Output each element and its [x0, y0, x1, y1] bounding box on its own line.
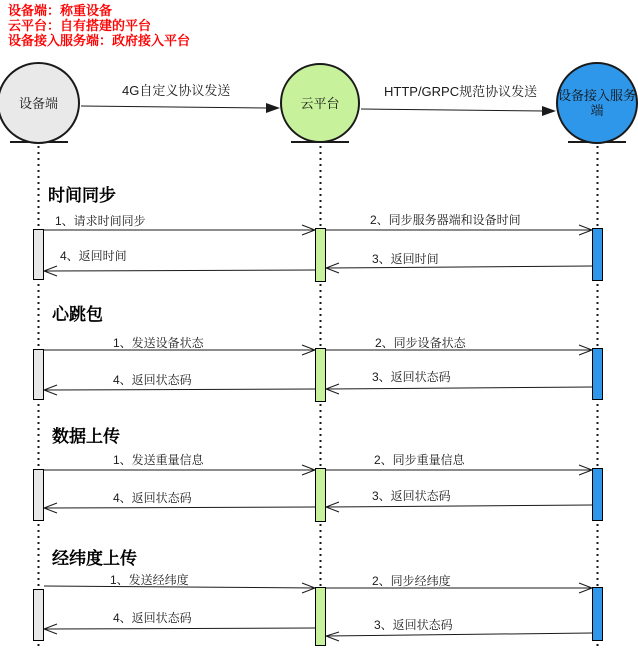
activation-bar-device-s1	[33, 229, 44, 280]
actor-device	[0, 62, 80, 144]
activation-bar-device-s3	[33, 469, 44, 521]
activation-bar-device-s4	[33, 589, 44, 641]
link-label-4g: 4G自定义协议发送	[122, 83, 231, 98]
msg-label-s3-m3: 3、返回状态码	[372, 489, 451, 503]
actor-cloud-label: 云平台	[300, 95, 340, 111]
activation-bar-service-s3	[592, 468, 603, 521]
activation-bar-service-s2	[592, 348, 603, 400]
section-title-heartbeat: 心跳包	[52, 305, 103, 324]
link-arrowhead-cloud-service	[542, 106, 556, 116]
msg-label-s1-m4: 4、返回时间	[60, 249, 127, 263]
actor-cloud	[280, 63, 360, 143]
section-title-data-upload: 数据上传	[52, 427, 120, 446]
msg-label-s4-m2: 2、同步经纬度	[372, 574, 451, 588]
msg-label-s4-m4: 4、返回状态码	[113, 611, 192, 625]
activation-bar-service-s1	[592, 228, 603, 281]
msg-label-s4-m3: 3、返回状态码	[374, 618, 453, 632]
link-arrow-device-cloud	[81, 106, 268, 108]
activation-bar-cloud-s3	[315, 468, 326, 522]
msg-label-s1-m2: 2、同步服务器端和设备时间	[370, 213, 521, 227]
activation-bar-cloud-s4	[315, 587, 326, 646]
legend	[8, 3, 190, 48]
msg-label-s2-m4: 4、返回状态码	[113, 373, 192, 387]
actor-service-label: 设备接入服务端	[558, 88, 637, 118]
legend-item-device: 设备端：称重设备	[8, 3, 113, 18]
msg-arrow-s4-m4	[44, 628, 315, 629]
msg-label-s2-m1: 1、发送设备状态	[113, 336, 204, 350]
msg-arrow-s1-m4	[44, 270, 315, 271]
actor-service	[556, 62, 638, 144]
msg-label-s3-m4: 4、返回状态码	[113, 491, 192, 505]
activation-bar-service-s4	[592, 587, 603, 641]
msg-label-s3-m2: 2、同步重量信息	[374, 453, 465, 467]
section-title-gps-upload: 经纬度上传	[52, 549, 137, 568]
link-label-http: HTTP/GRPC规范协议发送	[384, 84, 538, 99]
activation-bar-cloud-s1	[315, 228, 326, 282]
activation-bar-cloud-s2	[315, 348, 326, 402]
actor-device-label: 设备端	[18, 95, 58, 111]
msg-arrow-s3-m4	[44, 507, 315, 508]
link-arrow-cloud-service	[361, 109, 544, 111]
msg-label-s3-m1: 1、发送重量信息	[113, 453, 204, 467]
msg-label-s2-m3: 3、返回状态码	[372, 370, 451, 384]
msg-arrow-s4-m3	[326, 633, 592, 636]
msg-arrow-s3-m3	[326, 505, 592, 507]
msg-label-s1-m1: 1、请求时间同步	[55, 214, 146, 228]
msg-label-s4-m1: 1、发送经纬度	[110, 573, 189, 587]
section-title-time-sync: 时间同步	[48, 186, 116, 205]
legend-item-cloud: 云平台：自有搭建的平台	[8, 18, 152, 33]
link-arrowhead-device-cloud	[266, 103, 280, 113]
activation-bar-device-s2	[33, 349, 44, 400]
msg-arrow-s2-m4	[44, 389, 315, 390]
msg-arrowhead-s4-m3	[326, 632, 339, 641]
msg-arrow-s2-m3	[326, 387, 592, 389]
msg-arrow-s1-m3	[326, 266, 592, 268]
msg-label-s2-m2: 2、同步设备状态	[375, 336, 466, 350]
msg-label-s1-m3: 3、返回时间	[372, 252, 439, 266]
legend-item-service: 设备接入服务端：政府接入平台	[8, 33, 191, 48]
